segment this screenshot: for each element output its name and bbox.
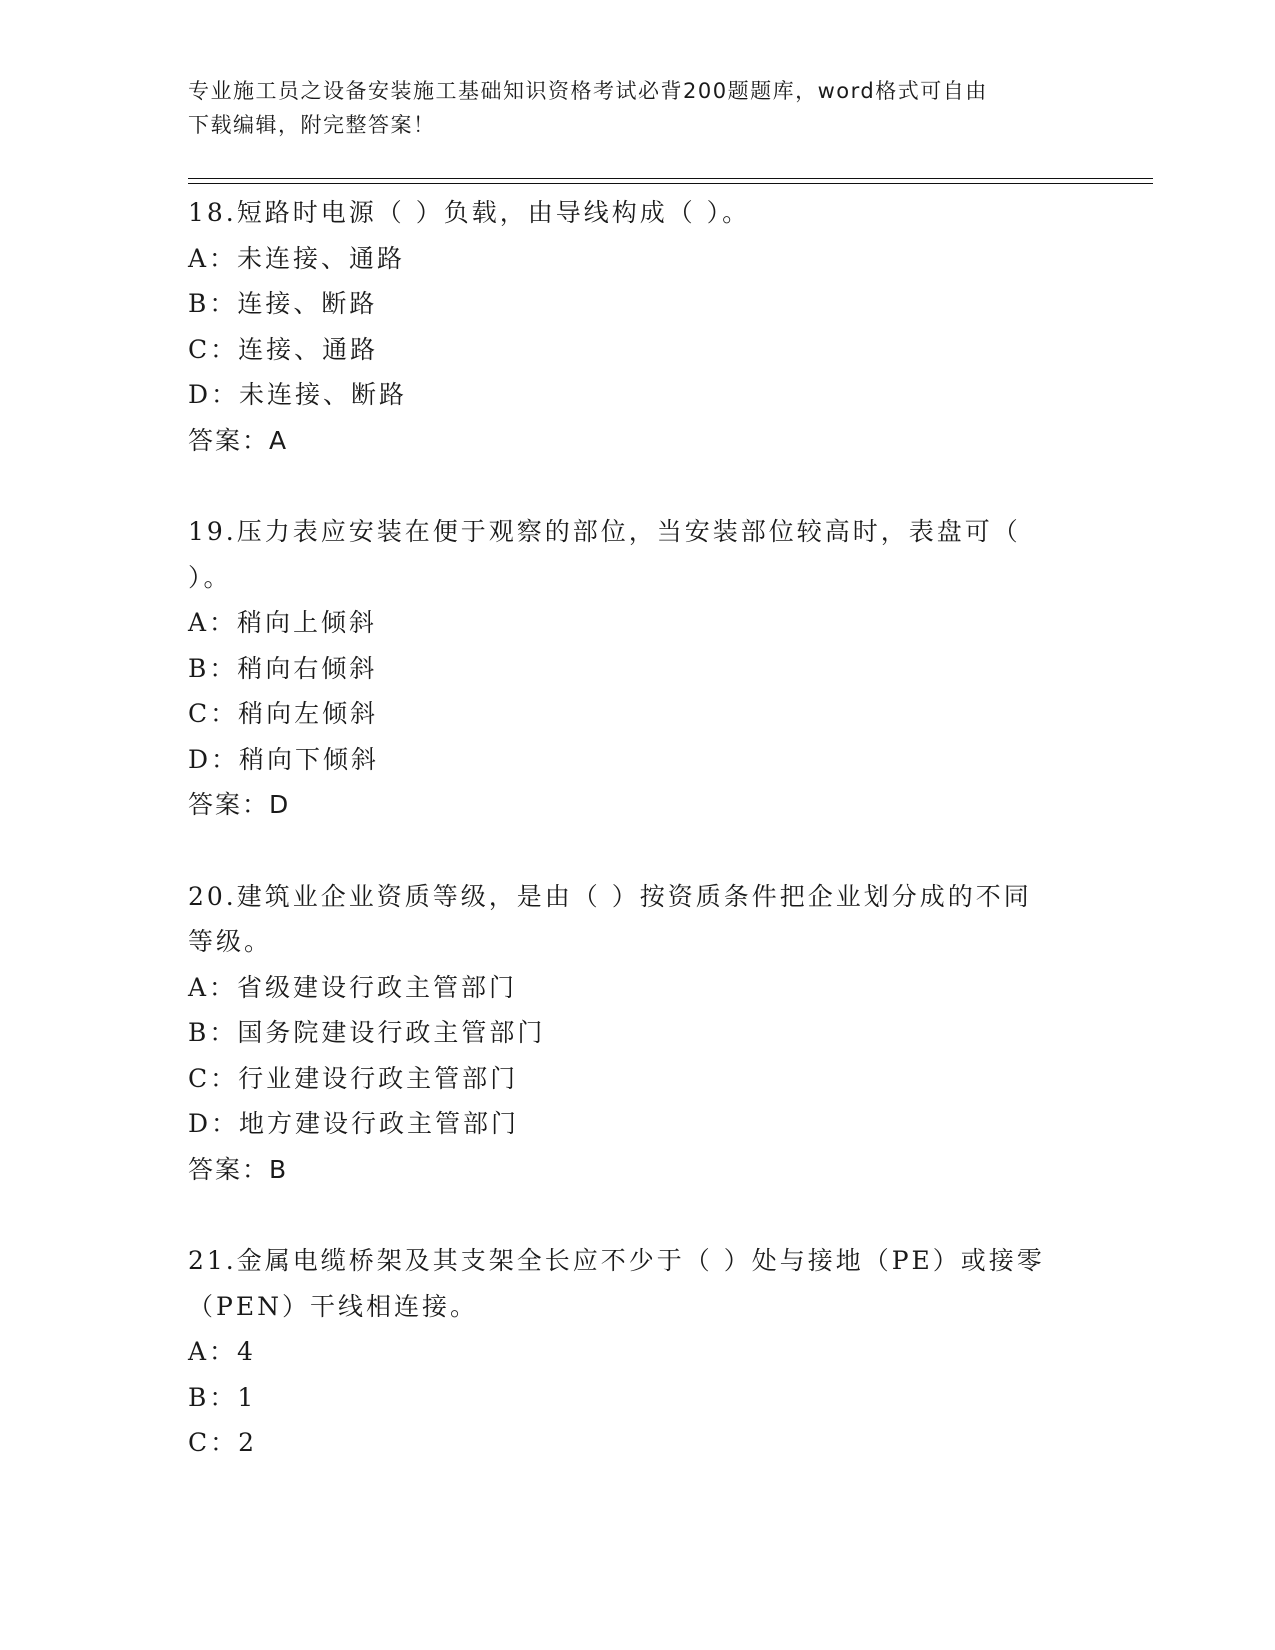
question-19 [188,509,1088,828]
option-c: C：2 [188,1428,258,1457]
question-20 [188,874,1088,1193]
option-b: B：国务院建设行政主管部门 [188,1018,546,1047]
option-c: C：稍向左倾斜 [188,699,379,728]
option-b: B：连接、断路 [188,289,378,318]
question-text-line-2: 等级。 [188,927,273,956]
header-divider-top [188,178,1153,179]
option-b: B：稍向右倾斜 [188,653,378,683]
question-21 [188,1238,1088,1466]
question-text-line-2: （PEN）干线相连接。 [188,1291,478,1321]
answer-label: 答案：D [188,790,291,819]
question-text-line-1: 19.压力表应安装在便于观察的部位，当安装部位较高时，表盘可（ [188,517,1021,546]
header-line-2: 下载编辑，附完整答案！ [188,113,436,137]
header-divider-bottom [188,183,1153,184]
option-c: C：连接、通路 [188,334,379,364]
option-b: B：1 [188,1382,257,1412]
answer-label: 答案：B [188,1154,289,1184]
option-d: D：地方建设行政主管部门 [188,1109,520,1138]
question-18 [188,190,1088,463]
answer-label: 答案：A [188,425,289,455]
question-text-line-1: 21.金属电缆桥架及其支架全长应不少于（ ）处与接地（PE）或接零 [188,1246,1045,1275]
option-a: A：4 [188,1337,256,1366]
question-list [188,190,1088,1512]
option-a: A：未连接、通路 [188,243,406,273]
option-d: D：未连接、断路 [188,380,408,409]
option-c: C：行业建设行政主管部门 [188,1063,519,1093]
option-d: D：稍向下倾斜 [188,744,380,774]
option-a: A：省级建设行政主管部门 [188,972,518,1002]
question-text: 18.短路时电源（ ）负载，由导线构成（ ）。 [188,198,751,227]
question-text-line-2: ）。 [188,562,232,592]
option-a: A：稍向上倾斜 [188,608,378,637]
question-text-line-1: 20.建筑业企业资质等级，是由（ ）按资质条件把企业划分成的不同 [188,881,1032,911]
document-header [188,74,1088,142]
header-line-1: 专业施工员之设备安装施工基础知识资格考试必背200题题库，word格式可自由 [188,79,988,103]
